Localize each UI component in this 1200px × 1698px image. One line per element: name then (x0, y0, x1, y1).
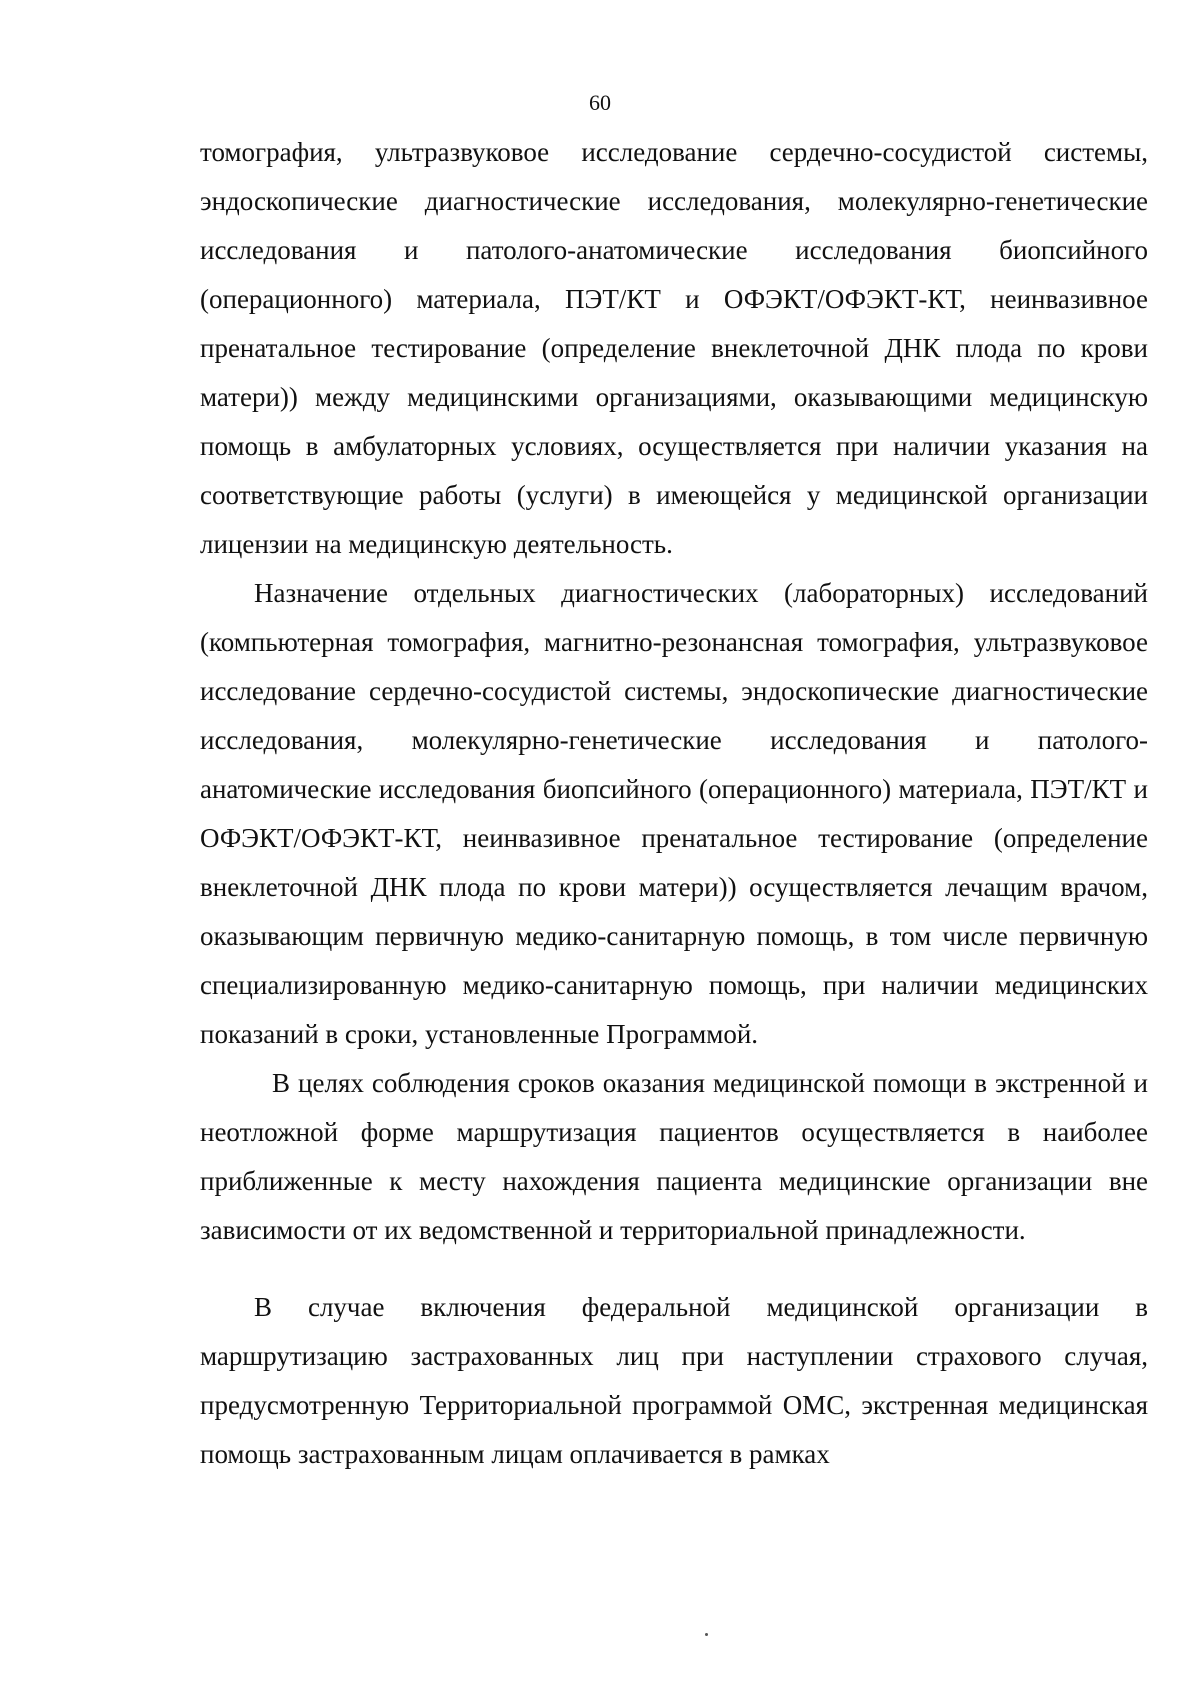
paragraph-diagnostic-referral: Назначение отдельных диагностических (лабораторных) исследований (компьютерная томография, магнитно-резонансная томография, ультразвуковое исследование сердечно-сосудистой системы, эндоскопические диагностические исследования, молекулярно-генетические исследования и патолого-анатомические исследования биопсийного (операционного) материала, ПЭТ/КТ и ОФЭКТ/ОФЭКТ-КТ, неинвазивное пренатальное тестирование (определение внеклеточной ДНК плода по крови матери)) осуществляется лечащим врачом, оказывающим первичную медико-санитарную помощь, в том числе первичную специализированную медико-санитарную помощь, при наличии медицинских показаний в сроки, установленные Программой. (200, 578, 1148, 1049)
scan-speck (705, 1633, 708, 1636)
body-text (200, 128, 1148, 1479)
paragraph-continuation: томография, ультразвуковое исследование сердечно-сосудистой системы, эндоскопические диагностические исследования, молекулярно-генетические исследования и патолого-анатомические исследования биопсийного (операционного) материала, ПЭТ/КТ и ОФЭКТ/ОФЭКТ-КТ, неинвазивное пренатальное тестирование (определение внеклеточной ДНК плода по крови матери)) между медицинскими организациями, оказывающими медицинскую помощь в амбулаторных условиях, осуществляется при наличии указания на соответствующие работы (услуги) в имеющейся у медицинской организации лицензии на медицинскую деятельность. (200, 137, 1148, 559)
page-number: 60 (589, 90, 611, 115)
paragraph-emergency-routing: В целях соблюдения сроков оказания медицинской помощи в экстренной и неотложной форме маршрутизация пациентов осуществляется в наиболее приближенные к месту нахождения пациента медицинские организации вне зависимости от их ведомственной и территориальной принадлежности. (200, 1068, 1148, 1245)
paragraph-federal-organization: В случае включения федеральной медицинской организации в маршрутизацию застрахованных лиц при наступлении страхового случая, предусмотренную Территориальной программой ОМС, экстренная медицинская помощь застрахованным лицам оплачивается в рамках (200, 1292, 1148, 1469)
